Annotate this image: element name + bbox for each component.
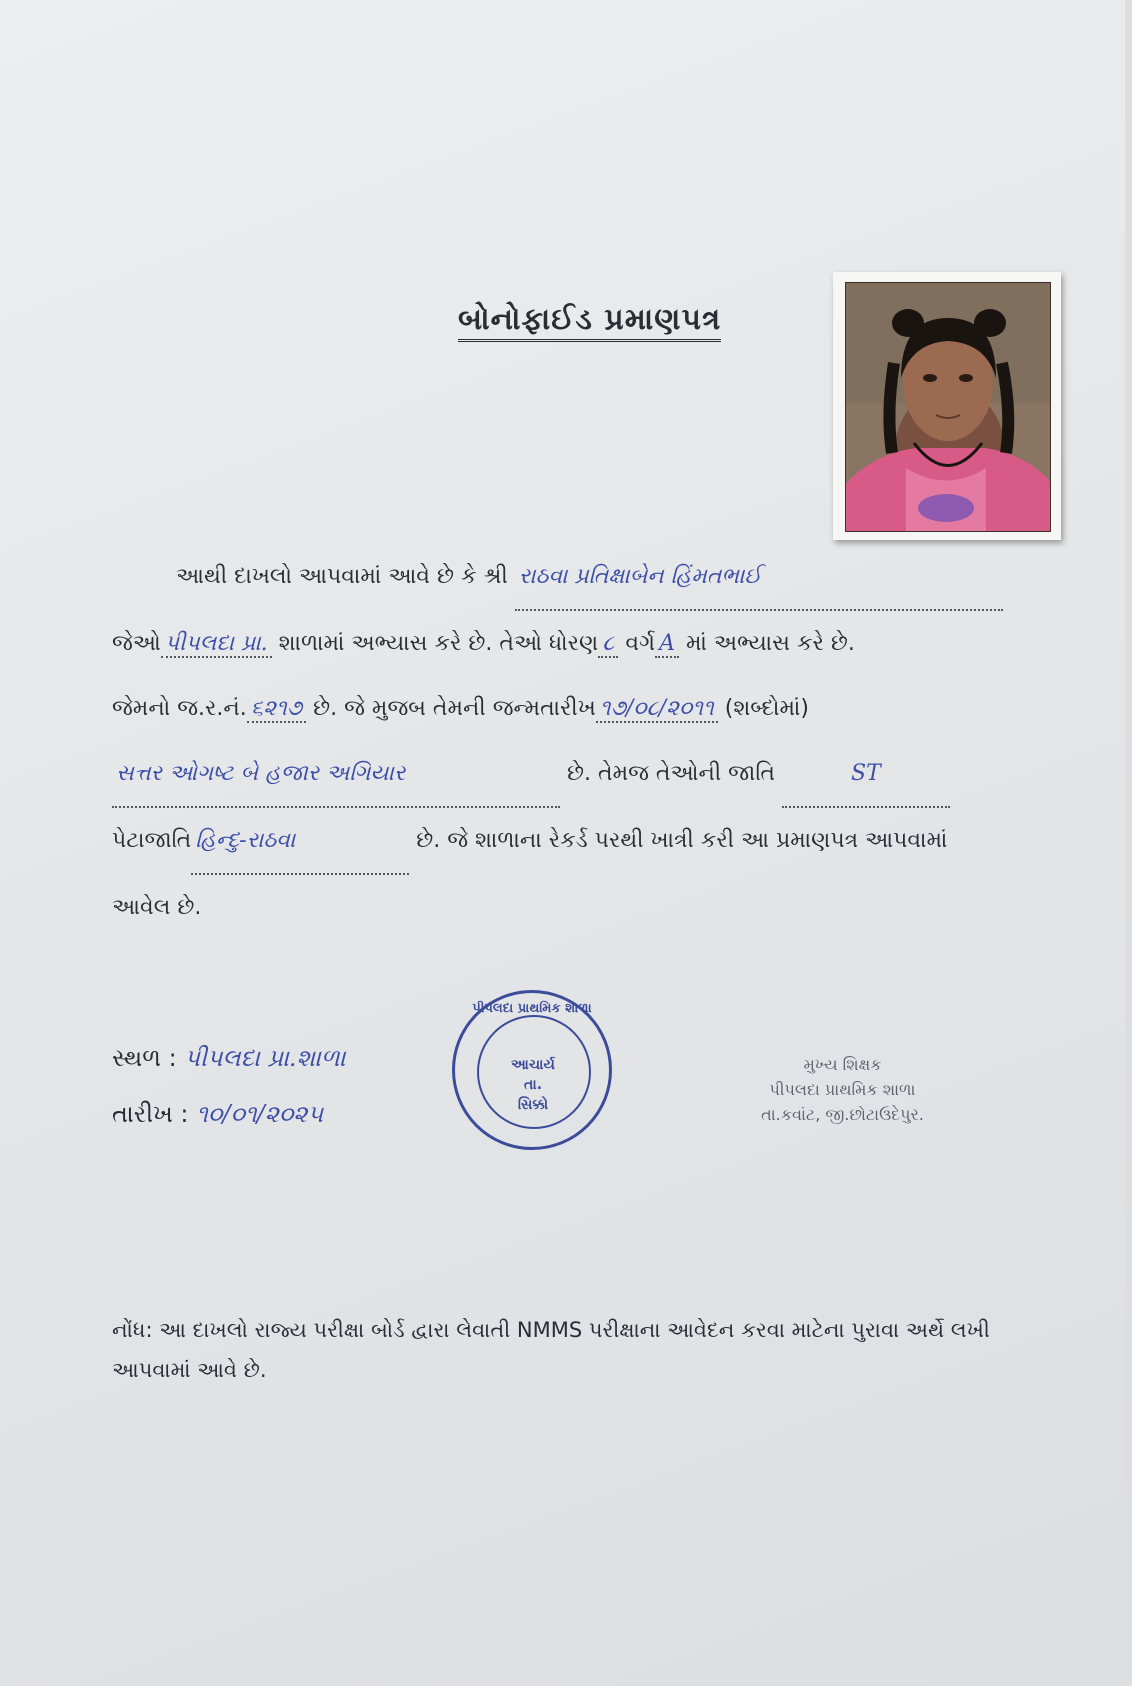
student-portrait-image (846, 283, 1050, 531)
student-photo-frame (833, 272, 1061, 540)
student-photo (845, 282, 1051, 532)
body-line-2: જેઓ પીપલદા પ્રા. શાળામાં અભ્યાસ કરે છે. તેઓ ધોરણ ૮ વર્ગ A માં અભ્યાસ કરે છે. (112, 631, 855, 656)
standard-field: ૮ (598, 631, 618, 658)
body-line-5: પેટાજાતિ હિન્દુ-રાઠવા છે. જે શાળાના રેકર્ડ પરથી ખાત્રી કરી આ પ્રમાણપત્ર આપવામાં (112, 808, 1072, 875)
certificate-body (112, 544, 1072, 940)
body-line-6: આવેલ છે. (112, 895, 202, 920)
date-value: ૧૦/૦૧/૨૦૨૫ (196, 1100, 324, 1128)
place-date-block (112, 1030, 346, 1142)
date-label: તારીખ : (112, 1100, 189, 1128)
footnote: નોંધ: આ દાખલો રાજ્ય પરીક્ષા બોર્ડ દ્વારા લેવાતી NMMS પરીક્ષાના આવેદન કરવા માટેના પુરાવા અર્થે લખી આપવામાં આવે છે. (112, 1318, 990, 1382)
body-line-4: સત્તર ઓગષ્ટ બે હજાર અગિયાર છે. તેમજ તેઓની જાતિ ST (112, 741, 1072, 808)
certificate-title: બોનોફાઈડ પ્રમાણપત્ર (458, 302, 721, 342)
stamp-school: પીપલદા પ્રાથમિક શાળા (769, 1080, 916, 1099)
stamp-title: મુખ્ય શિક્ષક (803, 1055, 882, 1074)
place-value: પીપલદા પ્રા.શાળા (184, 1044, 346, 1072)
place-label: સ્થળ : (112, 1044, 177, 1072)
subcaste-field: હિન્દુ-રાઠવા (191, 808, 409, 875)
division-field: A (655, 631, 679, 658)
birthdate-words-field: સત્તર ઓગષ્ટ બે હજાર અગિયાર (112, 741, 560, 808)
body-line-3: જેમનો જ.ર.નં. ૬૨૧૭ છે. જે મુજબ તેમની જન્મતારીખ ૧૭/૦૮/૨૦૧૧ (શબ્દોમાં) (112, 696, 809, 721)
school-round-stamp (452, 990, 612, 1150)
stamp-address: તા.કવાંટ, જી.છોટાઉદેપુર. (761, 1105, 924, 1124)
principal-rect-stamp (740, 1052, 945, 1162)
stamp-ring-text: પીપલદા પ્રાથમિક શાળા (472, 1001, 592, 1016)
school-name-field: પીપલદા પ્રા. (161, 631, 272, 658)
student-name-field: રાઠવા પ્રતિક્ષાબેન હિંમતભાઈ (515, 544, 1003, 611)
date-line (112, 1086, 346, 1142)
place-line (112, 1030, 346, 1086)
birthdate-field: ૧૭/૦૮/૨૦૧૧ (596, 696, 718, 723)
caste-field: ST (782, 741, 950, 808)
gr-number-field: ૬૨૧૭ (247, 696, 306, 723)
stamp-center-text: આચાર્ય તા. સિક્કો (511, 1057, 555, 1113)
body-line-1: આથી દાખલો આપવામાં આવે છે કે શ્રી રાઠવા પ્રતિક્ષાબેન હિંમતભાઈ (112, 544, 1072, 611)
